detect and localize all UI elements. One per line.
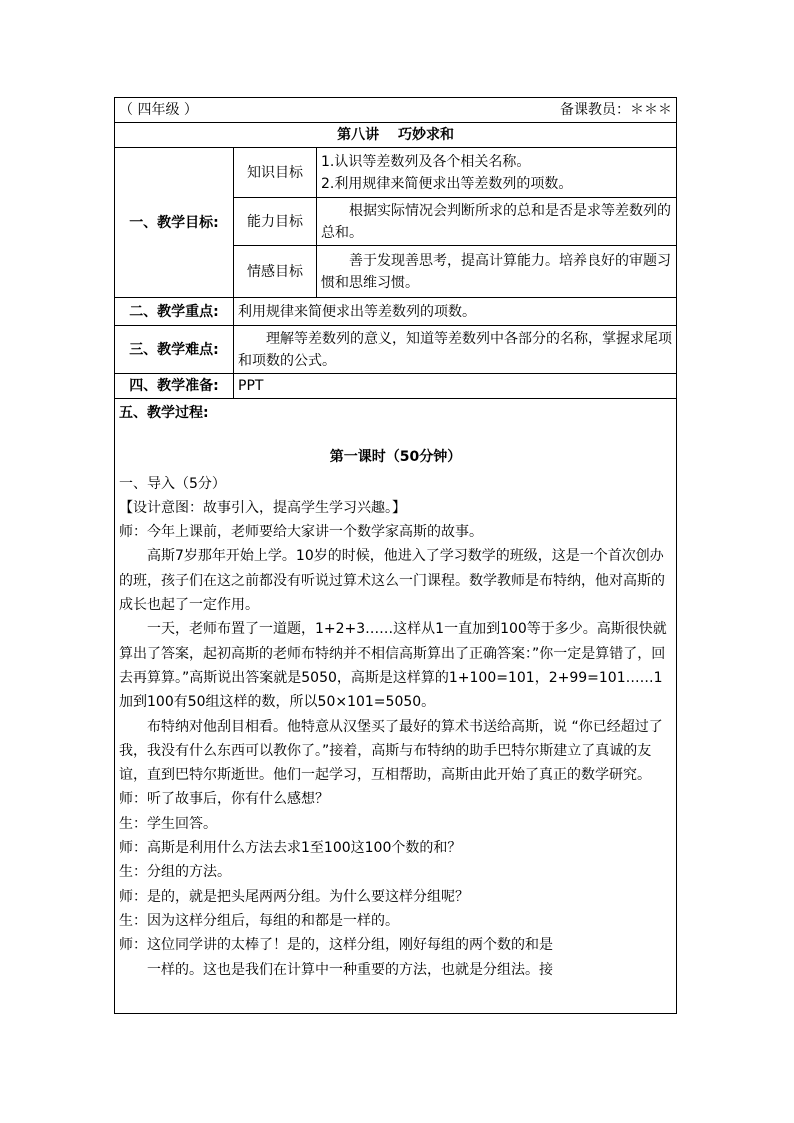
objective-knowledge-line-1: 1.认识等差数列及各个相关名称。 (321, 153, 531, 170)
key-point-label: 二、教学重点: (115, 298, 234, 326)
difficulty-label: 三、教学难点: (115, 326, 234, 374)
dialogue-line: 师：这位同学讲的太棒了！是的，这样分组，刚好每组的两个数的和是 (119, 937, 553, 954)
design-intent: 【设计意图：故事引入，提高学生学习兴趣。】 (119, 499, 406, 516)
lesson-plan-table (114, 97, 677, 1014)
lesson-plan-page (114, 97, 676, 1014)
preparation-text: PPT (234, 374, 677, 399)
objective-knowledge (317, 148, 677, 198)
key-point-text: 利用规律来简便求出等差数列的项数。 (234, 298, 677, 326)
dialogue-line: 生：因为这样分组后，每组的和都是一样的。 (119, 912, 399, 929)
header-row (115, 98, 677, 123)
objective-name-knowledge: 知识目标 (234, 148, 317, 198)
teaching-process (115, 399, 677, 1014)
dialogue-line: 师：是的，就是把头尾两两分组。为什么要这样分组呢？ (119, 888, 469, 905)
process-label: 五、教学过程: (119, 405, 209, 421)
story-paragraph: 高斯7岁那年开始上学。10岁的时候，他进入了学习数学的班级，这是一个首次创办的班，孩子们在这之前都没有听说过算术这么一门课程。数学教师是布特纳，他对高斯的成长也起了一定作用。 (119, 548, 665, 614)
dialogue-line: 师：今年上课前，老师要给大家讲一个数学家高斯的故事。 (119, 524, 483, 541)
objective-name-emotion: 情感目标 (234, 246, 317, 298)
grade-label: （ 四年级 ） (119, 102, 198, 118)
difficulty-text: 理解等差数列的意义，知道等差数列中各部分的名称，掌握求尾项和项数的公式。 (234, 326, 677, 374)
dialogue-line: 一样的。这也是我们在计算中一种重要的方法，也就是分组法。接 (147, 961, 553, 978)
lecture-title: 第八讲 巧妙求和 (115, 123, 677, 148)
objectives-label: 一、教学目标: (115, 148, 234, 298)
dialogue-line: 生：学生回答。 (119, 815, 217, 832)
section-heading: 一、导入（5分） (119, 475, 226, 492)
lesson-title: 第一课时（50分钟） (329, 449, 462, 466)
dialogue-line: 师：听了故事后，你有什么感想？ (119, 791, 329, 808)
dialogue-line: 师：高斯是利用什么方法去求1至100这100个数的和？ (119, 840, 462, 857)
preparation-label: 四、教学准备: (115, 374, 234, 399)
objective-name-ability: 能力目标 (234, 198, 317, 246)
objective-emotion: 善于发现善思考，提高计算能力。培养良好的审题习惯和思维习惯。 (317, 246, 677, 298)
teacher-label: 备课教员：＊＊＊ (560, 102, 673, 118)
objective-ability: 根据实际情况会判断所求的总和是否是求等差数列的总和。 (317, 198, 677, 246)
story-paragraph: 一天，老师布置了一道题，1+2+3……这样从1一直加到100等于多少。高斯很快就算出了答案，起初高斯的老师布特纳并不相信高斯算出了正确答案：”你一定是算错了，回去再算算。”高斯说出答案就是5050，高斯是这样算的1+100=101，2+99=101……1加到100有50组这样的数，所以50×101=5050。 (119, 621, 667, 711)
dialogue-line: 生：分组的方法。 (119, 864, 231, 881)
objective-knowledge-line-2: 2.利用规律来简便求出等差数列的项数。 (321, 175, 573, 192)
story-paragraph: 布特纳对他刮目相看。他特意从汉堡买了最好的算术书送给高斯，说 “你已经超过了我，我没有什么东西可以教你了。”接着，高斯与布特纳的助手巴特尔斯建立了真诚的友谊，直到巴特尔斯逝世。他们一起学习，互相帮助，高斯由此开始了真正的数学研究。 (119, 718, 663, 784)
